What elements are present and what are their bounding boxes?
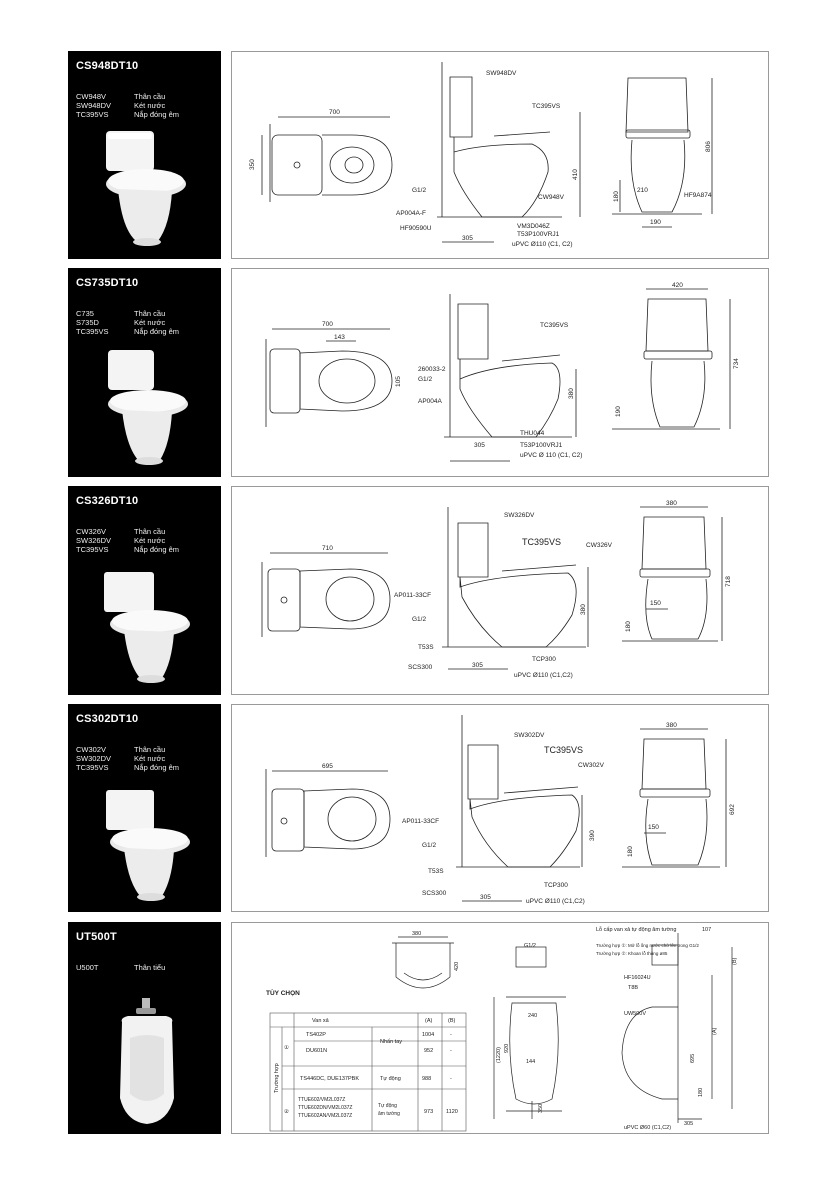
toilet-photo (96, 568, 196, 686)
label-valve: HF16024U (624, 975, 651, 981)
table-cell: 988 (422, 1076, 432, 1082)
dim-depth: 105 (395, 376, 402, 387)
part-code: TC395VS (76, 110, 109, 119)
product-section-cs948dt10 (68, 51, 769, 259)
table-cell: TTUE602AN/VM2L037Z (298, 1113, 353, 1119)
label-tank: SW302DV (514, 732, 545, 739)
product-info-panel (68, 268, 221, 477)
label-seat: TC395VS (522, 537, 562, 547)
dim-width: 695 (322, 763, 333, 770)
table-header: (A) (425, 1018, 433, 1024)
label-seat: TC395VS (532, 103, 561, 110)
product-section-cs326dt10 (68, 486, 769, 695)
model-code: CS326DT10 (76, 495, 139, 507)
parts-list (76, 527, 179, 554)
part-code: TC395VS (76, 763, 109, 772)
part-code: SW326DV (76, 536, 112, 545)
label-tank: SW326DV (504, 512, 535, 519)
dim-rough-in: 305 (480, 894, 491, 901)
table-header: Van xả (312, 1018, 329, 1024)
dim-depth: 420 (454, 961, 460, 971)
table-cell: 952 (424, 1048, 434, 1054)
dim-inner: 143 (334, 334, 345, 341)
dim-bolt: 190 (650, 219, 661, 226)
product-info-panel (68, 704, 221, 912)
product-info-panel (68, 486, 221, 695)
table-cell: - (450, 1048, 452, 1054)
product-section-cs302dt10 (68, 704, 769, 912)
label-inlet: G1/2 (418, 376, 433, 383)
label-inlet: G1/2 (412, 616, 427, 623)
part-desc: Nắp đóng êm (134, 763, 180, 772)
toilet-photo (96, 129, 196, 249)
label-flange: T53P100VRJ1 (517, 231, 560, 238)
part-desc: Thân cầu (134, 527, 166, 536)
part-desc: Thân cầu (134, 92, 166, 101)
note-line: Trường hợp ②: Khoan lỗ thông ø85 (596, 951, 668, 956)
dim-seat-height: 380 (580, 604, 587, 615)
label-seat: TC395VS (540, 322, 569, 329)
label-inlet: G1/2 (524, 943, 536, 949)
part-code: TC395VS (76, 545, 109, 554)
dim-inlet-height: 190 (615, 406, 622, 417)
product-info-panel (68, 51, 221, 259)
label-valve: AP004A-F (396, 210, 426, 217)
label-flange: T8B (628, 985, 639, 991)
dim-hole-spacing: 240 (528, 1013, 538, 1019)
table-cell: TS446DC, DUE137PBK (300, 1076, 359, 1082)
dim-outlet: 695 (690, 1053, 696, 1063)
part-desc: Két nước (134, 536, 166, 545)
part-code: CW302V (76, 745, 107, 754)
technical-drawing (231, 704, 769, 912)
parts-list (76, 745, 179, 772)
parts-list (76, 309, 179, 336)
label-connector: TCP300 (532, 656, 556, 663)
label-seat: TC395VS (544, 745, 584, 755)
dim-height: 734 (733, 358, 740, 369)
part-code: C735 (76, 309, 94, 318)
label-note: Lỗ cấp van xả tự động âm tường (596, 927, 677, 933)
label-inlet: G1/2 (422, 842, 437, 849)
part-desc: Nắp đóng êm (134, 327, 180, 336)
dim-rough-in: 305 (684, 1121, 694, 1127)
label-pipe: uPVC Ø 110 (C1, C2) (520, 452, 583, 459)
dim-front-width: 380 (666, 500, 677, 507)
label-hose: HF90590U (400, 225, 432, 232)
dim-height: 692 (729, 804, 736, 815)
table-case: ① (284, 1045, 289, 1051)
table-cell: âm tường (378, 1111, 400, 1117)
toilet-photo (96, 786, 196, 904)
table-cell: TTUE602DN/VM2L037Z (298, 1105, 353, 1111)
urinal-photo (112, 998, 182, 1128)
label-valve: AP011-33CF (402, 818, 440, 825)
dim-inlet-offset: 150 (648, 824, 659, 831)
label-fitting: VM3D046Z (517, 223, 550, 230)
table-cell: 1120 (446, 1109, 458, 1115)
table-header: (B) (448, 1018, 456, 1024)
dim-width: 700 (329, 109, 340, 116)
part-code: TC395VS (76, 327, 109, 336)
dim-inlet-height: 180 (627, 846, 634, 857)
label-pipe: uPVC Ø110 (C1,C2) (526, 898, 585, 905)
part-code: SW948DV (76, 101, 112, 110)
table-cell: Tự động (378, 1103, 397, 1109)
label-inlet: G1/2 (412, 187, 427, 194)
dim-inlet-height: 180 (613, 191, 620, 202)
part-code: S735D (76, 318, 99, 327)
dim-inlet-offset: 210 (637, 187, 648, 194)
label-pipe: uPVC Ø60 (C1,C2) (624, 1125, 672, 1131)
label-connector: TCP300 (544, 882, 568, 889)
label-fitting: 260033-2 (418, 366, 446, 373)
dim-height: 718 (725, 576, 732, 587)
table-cell: - (450, 1032, 452, 1038)
dim-seat-height: 380 (568, 388, 575, 399)
dim-wall: 107 (702, 927, 712, 933)
part-desc: Thân cầu (134, 309, 166, 318)
table-case: ② (284, 1109, 289, 1115)
part-desc: Thân cầu (134, 745, 166, 754)
dim-outlet-spacing: 144 (526, 1059, 536, 1065)
dim-inlet-height: 180 (698, 1087, 704, 1097)
dim-width: 380 (412, 931, 422, 937)
model-code: CS302DT10 (76, 713, 139, 725)
part-desc: Nắp đóng êm (134, 110, 180, 119)
part-code: SW302DV (76, 754, 112, 763)
table-cell: TTUE602/VM2L037Z (298, 1097, 346, 1103)
toilet-photo (96, 348, 196, 468)
technical-drawing (231, 922, 769, 1134)
dim-seat-height: 410 (572, 169, 579, 180)
model-code: CS735DT10 (76, 277, 139, 289)
dim-seat-height: 390 (589, 830, 596, 841)
product-info-panel (68, 922, 221, 1134)
note-line: Trường hợp ①: Mở lỗ ống nước chờ lên trong G1/2 (596, 943, 699, 948)
product-section-ut500t (68, 922, 769, 1134)
table-side-label: Trường hợp (274, 1063, 280, 1093)
label-seal: SCS300 (422, 890, 447, 897)
model-code: CS948DT10 (76, 60, 139, 72)
label-bowl: CW302V (578, 762, 605, 769)
technical-drawing (231, 486, 769, 695)
label-bowl: CW326V (586, 542, 613, 549)
label-pipe: uPVC Ø110 (C1,C2) (514, 672, 573, 679)
parts-list (76, 92, 179, 119)
dim-rough-in: 305 (474, 442, 485, 449)
label-pipe: uPVC Ø110 (C1, C2) (512, 241, 573, 248)
dim-height: 806 (705, 141, 712, 152)
dim-width: 710 (322, 545, 333, 552)
dim-rough-in: 305 (472, 662, 483, 669)
part-code: CW326V (76, 527, 107, 536)
dim-rough-in: 305 (462, 235, 473, 242)
table-cell: - (450, 1076, 452, 1082)
part-desc: Két nước (134, 101, 166, 110)
dim-inlet-height: 180 (625, 621, 632, 632)
label-flange: T53S (428, 868, 444, 875)
part-desc: Thân tiểu (134, 963, 166, 972)
table-cell: TS402P (306, 1032, 326, 1038)
product-section-cs735dt10 (68, 268, 769, 477)
options-title: TÙY CHỌN (266, 990, 300, 997)
dim-height: 920 (504, 1043, 510, 1053)
label-connector: T53P100VRJ1 (520, 442, 563, 449)
label-valve: AP004A (418, 398, 442, 405)
label-body: UW500V (624, 1011, 647, 1017)
part-desc: Két nước (134, 754, 166, 763)
table-cell: 973 (424, 1109, 434, 1115)
label-seal: SCS300 (408, 664, 433, 671)
dim-b: (B) (732, 957, 738, 965)
dim-depth: 350 (249, 159, 256, 170)
parts-list (76, 963, 165, 972)
label-flange: THU044 (520, 430, 545, 437)
label-supply: HF9A874 (684, 192, 712, 199)
technical-drawing (231, 51, 769, 259)
dim-width: 700 (322, 321, 333, 328)
table-cell: Nhấn tay (380, 1039, 403, 1045)
model-code: UT500T (76, 931, 117, 943)
dim-front-width: 380 (666, 722, 677, 729)
label-valve: AP011-33CF (394, 592, 432, 599)
label-flange: T53S (418, 644, 434, 651)
part-code: U500T (76, 963, 99, 972)
dim-a: (A) (712, 1027, 718, 1035)
part-desc: Nắp đóng êm (134, 545, 180, 554)
part-code: CW948V (76, 92, 107, 101)
label-tank: SW948DV (486, 70, 517, 77)
table-cell: Tự động (380, 1076, 401, 1082)
table-cell: 1004 (422, 1032, 435, 1038)
dim-outlet-height: 350 (538, 1103, 544, 1113)
label-bowl: CW948V (538, 194, 565, 201)
dim-inlet-offset: 150 (650, 600, 661, 607)
dim-total-height: (1220) (496, 1047, 502, 1063)
part-desc: Két nước (134, 318, 166, 327)
dim-front-width: 420 (672, 282, 683, 289)
technical-drawing (231, 268, 769, 477)
table-cell: DU601N (306, 1048, 328, 1054)
